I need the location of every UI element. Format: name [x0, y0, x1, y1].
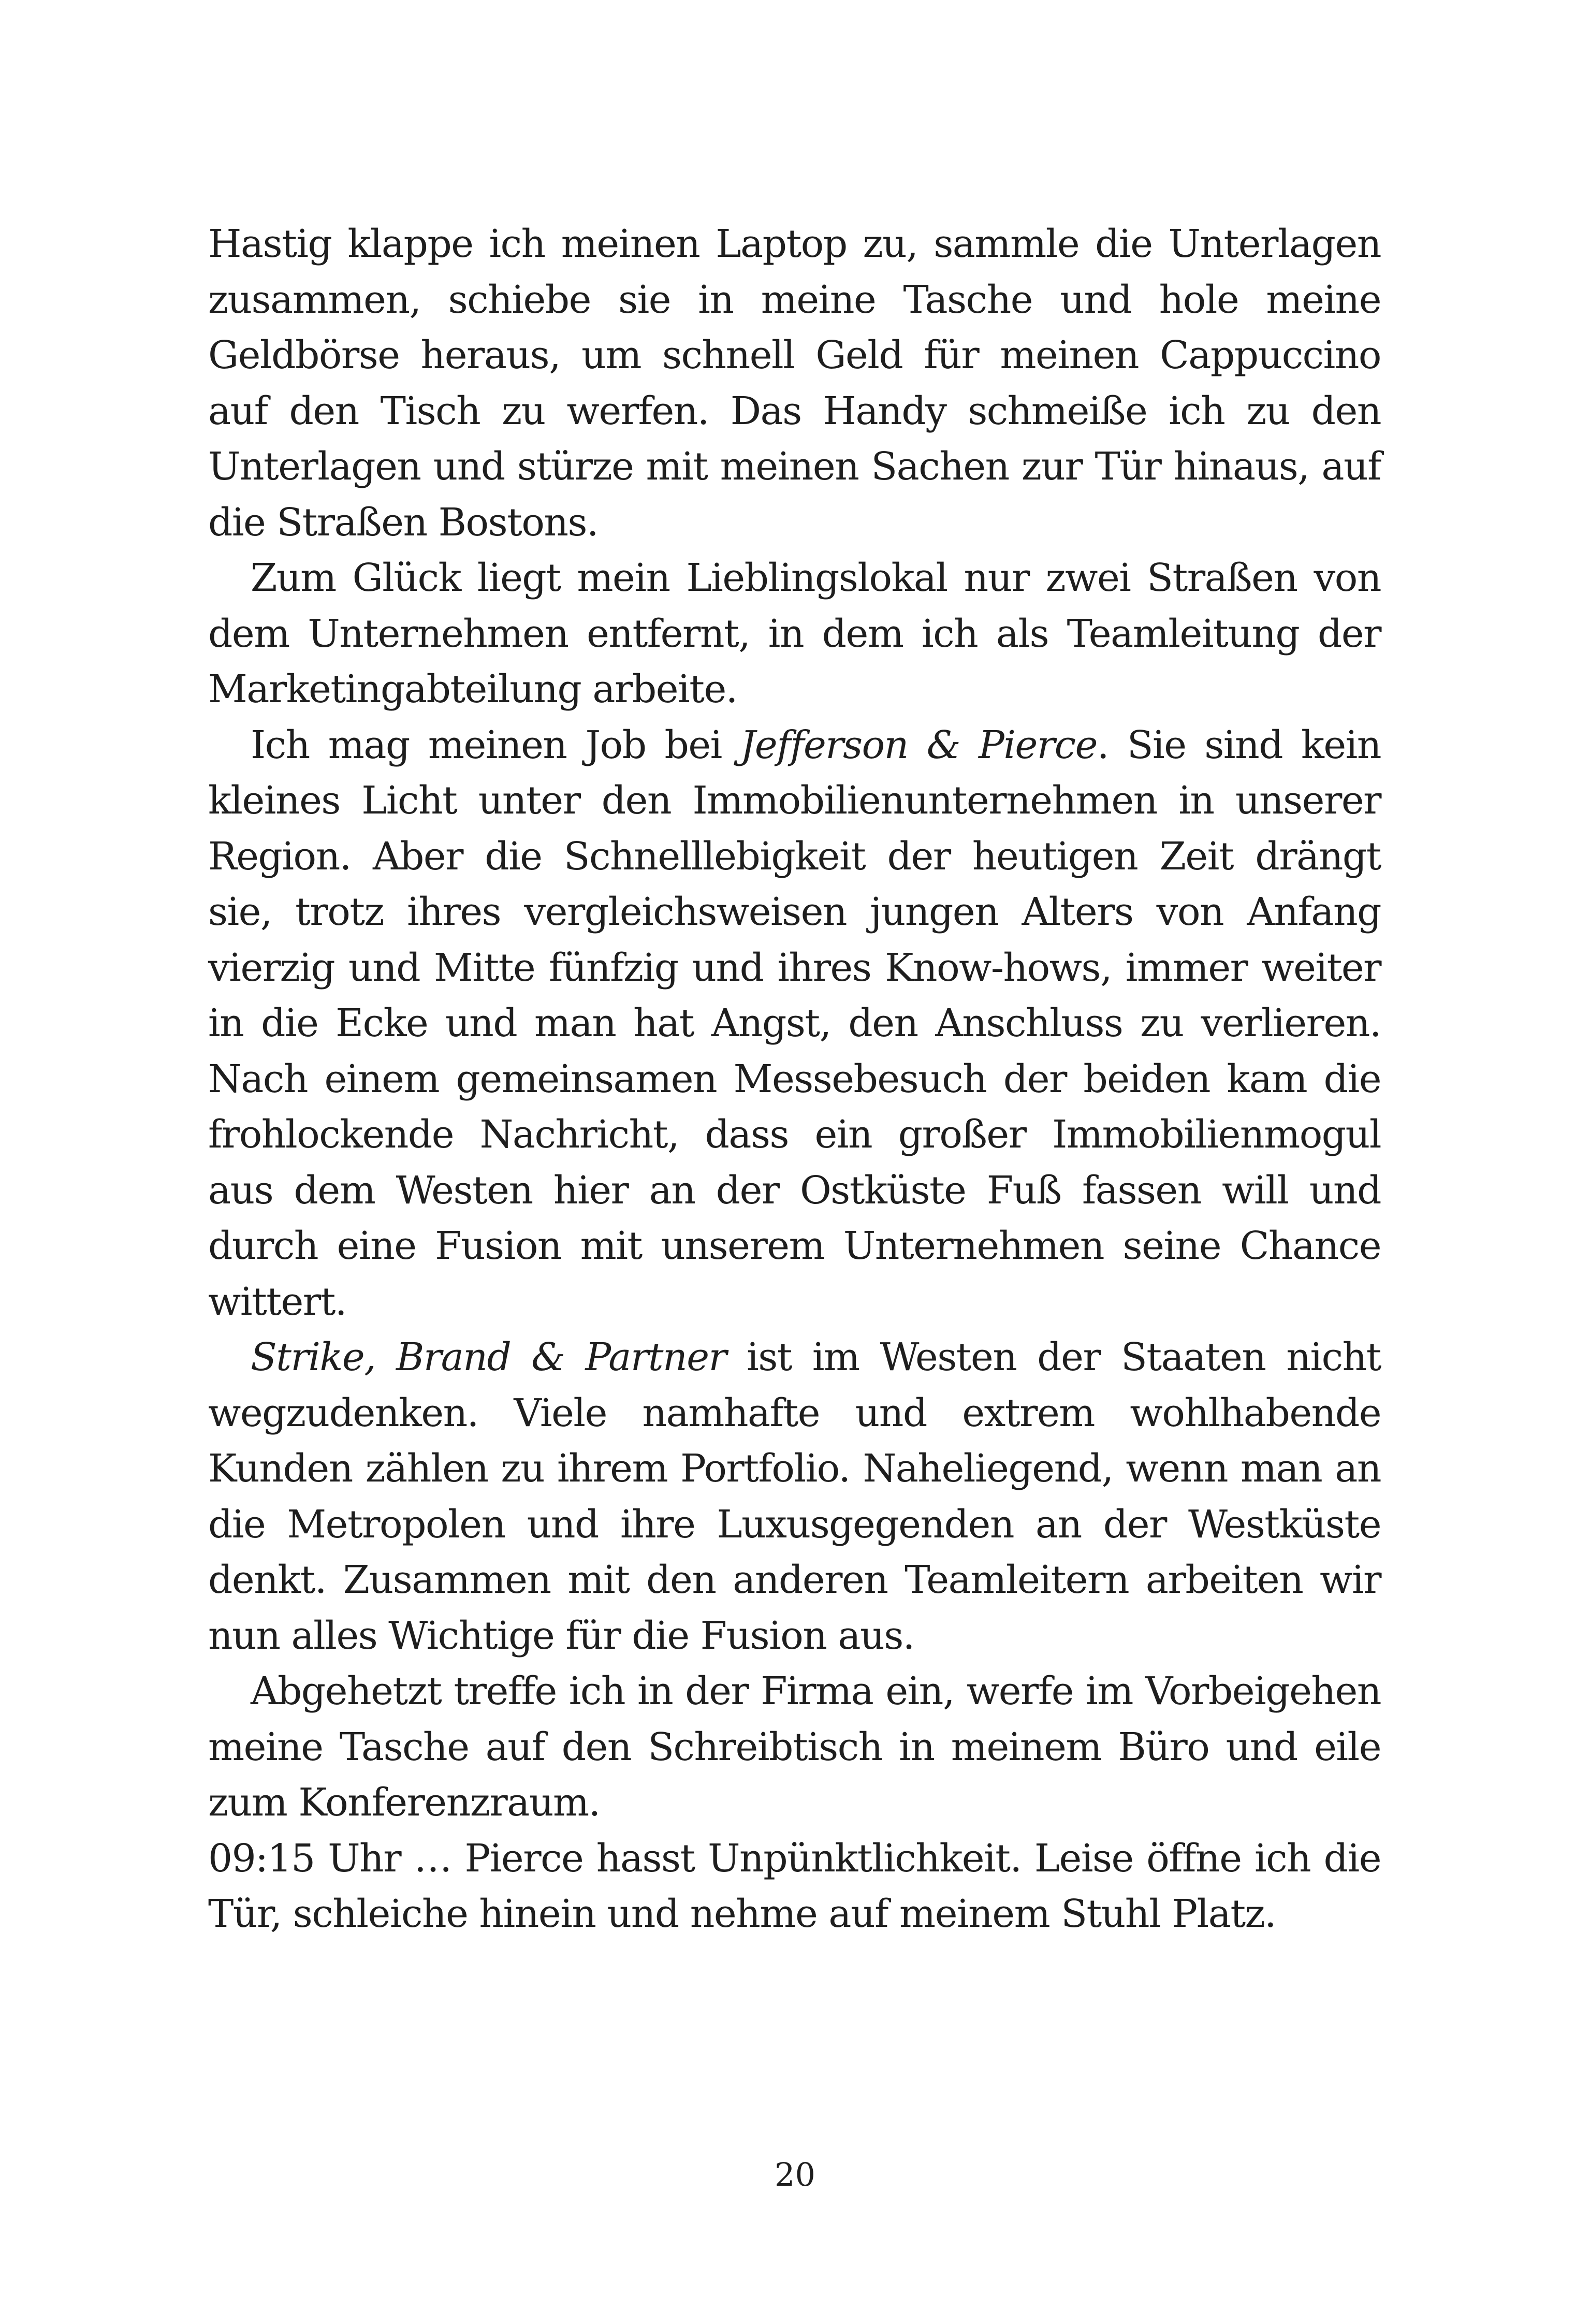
paragraph-1 [208, 216, 1381, 550]
text-run: Abgehetzt treffe ich in der Firma ein, werfe im Vorbeigehen meine Tasche auf den Schreibtisch in meinem Büro und eile zum Konferenzraum. [208, 1669, 1381, 1825]
company-name-strike-brand-partner: Strike, Brand & Partner [251, 1335, 726, 1379]
text-run: ist im Westen der Staaten nicht wegzudenken. Viele namhafte und extrem wohlhabende Kunden zählen zu ihrem Portfolio. Naheliegend, wenn man an die Metropolen und ihre Luxusgegenden an der Westküste denkt. Zusammen mit den anderen Teamleitern arbeiten wir nun alles Wichtige für die Fusion aus. [208, 1335, 1381, 1658]
paragraph-4 [208, 1330, 1381, 1664]
text-run: Zum Glück liegt mein Lieblingslokal nur zwei Straßen von dem Unternehmen entfernt, in dem ich als Teamleitung der Marketingabteilung arbeite. [208, 556, 1381, 711]
paragraph-6 [208, 1831, 1381, 1942]
paragraph-2 [208, 550, 1381, 718]
paragraph-5 [208, 1664, 1381, 1831]
company-name-jefferson-pierce: Jefferson & Pierce [740, 722, 1097, 767]
text-run: Hastig klappe ich meinen Laptop zu, sammle die Unterlagen zusammen, schiebe sie in meine Tasche und hole meine Geldbörse heraus, um schnell Geld für meinen Cappuccino auf den Tisch zu werfen. Das Handy schmeiße ich zu den Unterlagen und stürze mit meinen Sachen zur Tür hinaus, auf die Straßen Bostons. [208, 222, 1381, 545]
page-number: 20 [775, 2156, 815, 2194]
text-run: . Sie sind kein kleines Licht unter den Immobilienunternehmen in unserer Region. Aber die Schnelllebigkeit der heutigen Zeit drängt sie, trotz ihres vergleichsweisen jungen Alters von Anfang vierzig und Mitte fünfzig und ihres Know-hows, immer weiter in die Ecke und man hat Angst, den Anschluss zu verlieren. Nach einem gemeinsamen Messebesuch der beiden kam die frohlockende Nachricht, dass ein großer Immobilienmogul aus dem Westen hier an der Ostküste Fuß fassen will und durch eine Fusion mit unserem Unternehmen seine Chance wittert. [208, 722, 1381, 1324]
text-run: 09:15 Uhr … Pierce hasst Unpünktlichkeit. Leise öffne ich die Tür, schleiche hinein und nehme auf meinem Stuhl Platz. [208, 1836, 1381, 1936]
text-run: Ich mag meinen Job bei [251, 722, 740, 767]
paragraph-3 [208, 718, 1381, 1330]
body-text [208, 216, 1381, 1942]
